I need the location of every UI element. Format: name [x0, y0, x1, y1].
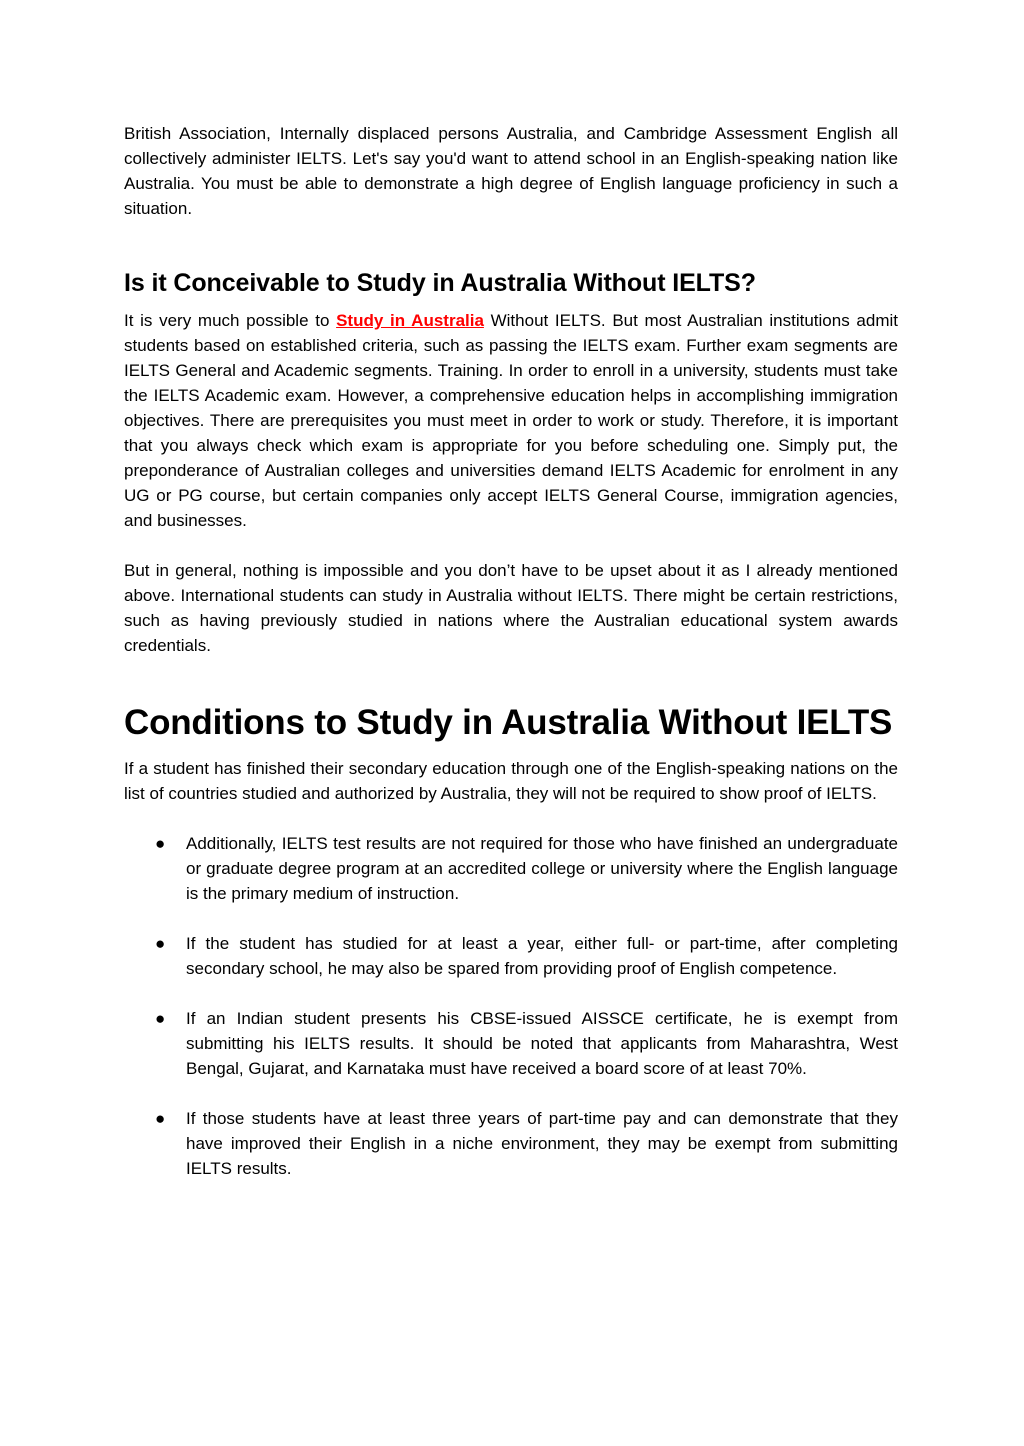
paragraph-text-start: It is very much possible to — [124, 311, 337, 330]
list-item — [124, 831, 898, 906]
bullet-icon: ● — [155, 1109, 166, 1128]
conditions-paragraph: If a student has finished their secondary education through one of the English-speaking nations on the list of countries studied and authorized by Australia, they will not be required to show proof of IELTS. — [124, 759, 898, 803]
list-item-text: If those students have at least three years of part-time pay and can demonstrate that they have improved their English in a niche environment, they may be exempt from submitting IELTS results. — [186, 1109, 898, 1178]
section-heading-conceivable: Is it Conceivable to Study in Australia Without IELTS? — [124, 269, 756, 297]
paragraph-text-rest: Without IELTS. But most Australian institutions admit students based on established criteria, such as passing the IELTS exam. Further exam segments are IELTS General and Academic segments. Training. In order to enroll in a university, students must take the IELTS Academic exam. However, a comprehensive education helps in accomplishing immigration objectives. There are prerequisites you must meet in order to work or study. Therefore, it is important that you always check which exam is appropriate for you before scheduling one. Simply put, the preponderance of Australian colleges and universities demand IELTS Academic for enrolment in any UG or PG course, but certain companies only accept IELTS General Course, immigration agencies, and businesses. — [124, 311, 898, 530]
document-page — [124, 121, 898, 1206]
list-item-text: If an Indian student presents his CBSE-issued AISSCE certificate, he is exempt from submitting his IELTS results. It should be noted that applicants from Maharashtra, West Bengal, Gujarat, and Karnataka must have received a board score of at least 70%. — [186, 1009, 898, 1078]
list-item-text: Additionally, IELTS test results are not required for those who have finished an undergraduate or graduate degree program at an accredited college or university where the English language is the primary medium of instruction. — [186, 834, 898, 903]
list-item-text: If the student has studied for at least a year, either full- or part-time, after completing secondary school, he may also be spared from providing proof of English competence. — [186, 934, 898, 978]
general-paragraph: But in general, nothing is impossible and you don’t have to be upset about it as I already mentioned above. International students can study in Australia without IELTS. There might be certain restrictions, such as having previously studied in nations where the Australian educational system awards credentials. — [124, 561, 898, 655]
study-in-australia-link[interactable]: Study in Australia — [336, 311, 484, 330]
bullet-icon: ● — [155, 1009, 166, 1028]
bullet-icon: ● — [155, 834, 166, 853]
conditions-list — [124, 831, 898, 1181]
possibility-paragraph — [124, 308, 898, 533]
bullet-icon: ● — [155, 934, 166, 953]
conditions-heading: Conditions to Study in Australia Without IELTS — [124, 703, 893, 742]
list-item — [124, 1006, 898, 1081]
intro-paragraph: British Association, Internally displaced persons Australia, and Cambridge Assessment English all collectively administer IELTS. Let's say you'd want to attend school in an English-speaking nation like Australia. You must be able to demonstrate a high degree of English language proficiency in such a situation. — [124, 124, 898, 218]
list-item — [124, 931, 898, 981]
list-item — [124, 1106, 898, 1181]
